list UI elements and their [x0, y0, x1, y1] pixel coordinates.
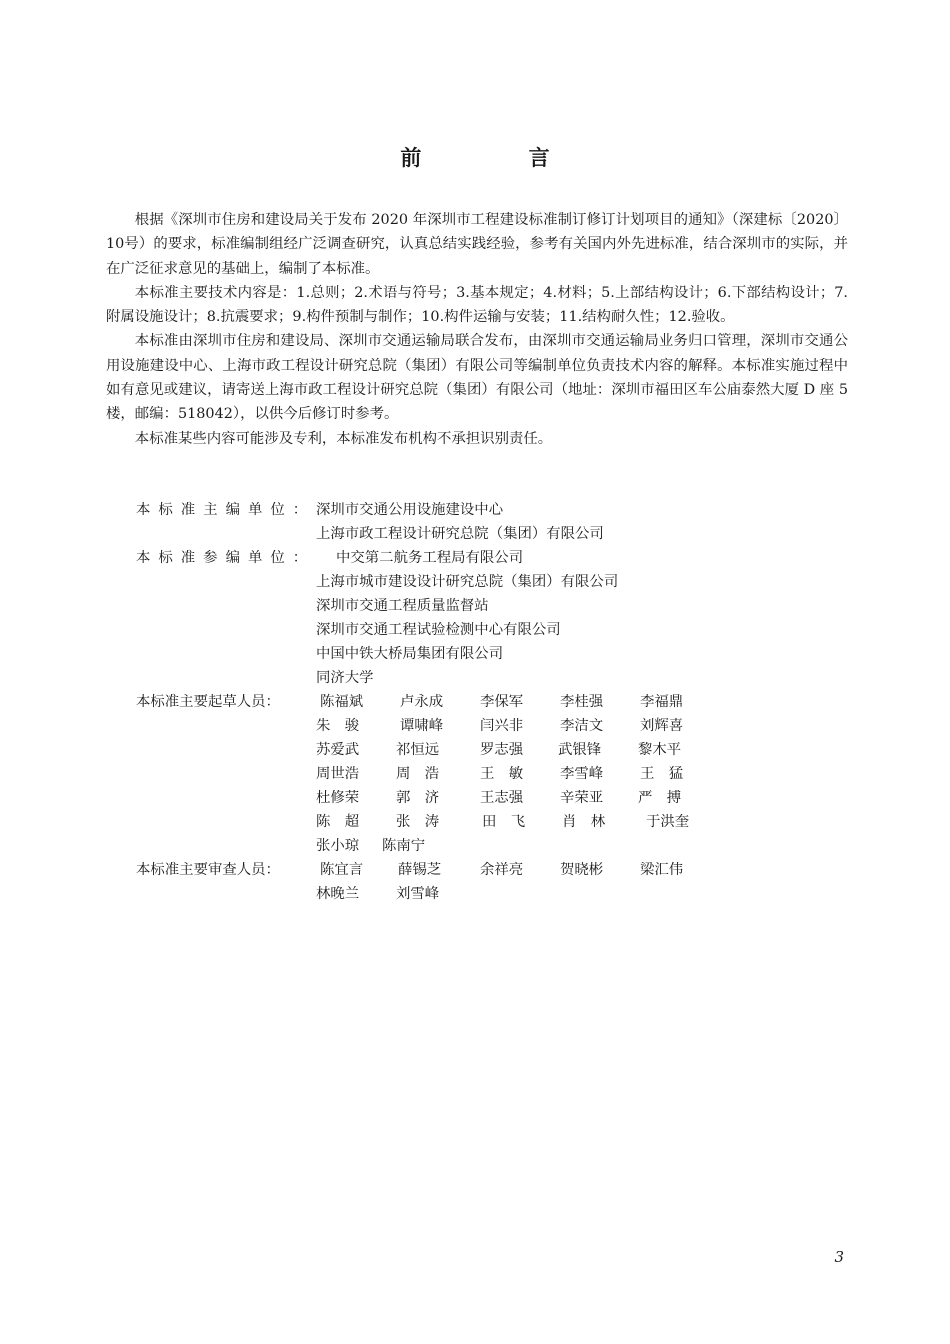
person-name: 田 飞 [482, 814, 526, 830]
participating-unit: 同济大学 [316, 670, 374, 686]
person-name: 郭 济 [396, 790, 440, 806]
person-name: 李洁文 [560, 718, 604, 734]
participating-unit: 深圳市交通工程试验检测中心有限公司 [316, 622, 561, 638]
person-name: 闫兴非 [480, 718, 524, 734]
chief-unit: 上海市政工程设计研究总院（集团）有限公司 [316, 526, 604, 542]
person-name: 王志强 [480, 790, 524, 806]
preface-body [106, 208, 848, 451]
paragraph-basis: 根据《深圳市住房和建设局关于发布 2020 年深圳市工程建设标准制订修订计划项目的通知》（深建标〔2020〕10号）的要求，标准编制组经广泛调查研究，认真总结实践经验，参考有关国内外先进标准，结合深圳市的实际，并在广泛征求意见的基础上，编制了本标准。 [106, 212, 848, 277]
person-name: 王 猛 [640, 766, 684, 782]
person-name: 余祥亮 [480, 862, 524, 878]
drafters-label: 本标准主要起草人员： [136, 694, 280, 710]
chief-units-label: 本标准主编单位： [136, 502, 316, 518]
person-name: 朱 骏 [316, 718, 360, 734]
person-name: 陈福斌 [320, 694, 364, 710]
person-name: 周世浩 [316, 766, 360, 782]
person-name: 陈宜言 [320, 862, 364, 878]
person-name: 李雪峰 [560, 766, 604, 782]
person-name: 罗志强 [480, 742, 524, 758]
person-name: 梁汇伟 [640, 862, 684, 878]
person-name: 李桂强 [560, 694, 604, 710]
person-name: 于洪奎 [646, 814, 690, 830]
person-name: 刘雪峰 [396, 886, 440, 902]
person-name: 杜修荣 [316, 790, 360, 806]
chief-unit: 深圳市交通公用设施建设中心 [316, 502, 504, 518]
person-name: 李福鼎 [640, 694, 684, 710]
person-name: 王 敏 [480, 766, 524, 782]
page-number: 3 [834, 1248, 844, 1266]
person-name: 苏爱武 [316, 742, 360, 758]
person-name: 陈南宁 [382, 838, 426, 854]
participating-unit: 中交第二航务工程局有限公司 [336, 550, 524, 566]
person-name: 祁恒远 [396, 742, 440, 758]
paragraph-patent: 本标准某些内容可能涉及专利，本标准发布机构不承担识别责任。 [134, 430, 553, 447]
person-name: 刘辉喜 [640, 718, 684, 734]
person-name: 李保军 [480, 694, 524, 710]
person-name: 薛锡芝 [398, 862, 442, 878]
person-name: 卢永成 [400, 694, 444, 710]
paragraph-management: 本标准由深圳市住房和建设局、深圳市交通运输局联合发布，由深圳市交通运输局业务归口管理，深圳市交通公用设施建设中心、上海市政工程设计研究总院（集团）有限公司等编制单位负责技术内容的解释。本标准实施过程中如有意见或建议，请寄送上海市政工程设计研究总院（集团）有限公司（地址：深圳市福田区车公庙泰然大厦 D 座 5 楼，邮编：518042），以供今后修订时参考。 [106, 333, 848, 423]
person-name: 张 涛 [396, 814, 440, 830]
person-name: 周 浩 [396, 766, 440, 782]
person-name: 谭啸峰 [400, 718, 444, 734]
paragraph-contents: 本标准主要技术内容是：1.总则；2.术语与符号；3.基本规定；4.材料；5.上部结构设计；6.下部结构设计；7.附属设施设计；8.抗震要求；9.构件预制与制作；10.构件运输与安装；11.结构耐久性；12.验收。 [106, 284, 848, 326]
participating-unit: 深圳市交通工程质量监督站 [316, 598, 489, 614]
person-name: 张小琼 [316, 838, 360, 854]
reviewers-label: 本标准主要审查人员： [136, 862, 280, 878]
person-name: 陈 超 [316, 814, 360, 830]
person-name: 武银锋 [558, 742, 602, 758]
person-name: 肖 林 [562, 814, 606, 830]
page-title: 前 言 [400, 146, 600, 170]
person-name: 林晚兰 [316, 886, 360, 902]
participating-unit: 上海市城市建设设计研究总院（集团）有限公司 [316, 574, 619, 590]
participating-units-label: 本标准参编单位： [136, 550, 316, 566]
person-name: 黎木平 [638, 742, 682, 758]
person-name: 辛荣亚 [560, 790, 604, 806]
person-name: 严 搏 [638, 790, 682, 806]
person-name: 贺晓彬 [560, 862, 604, 878]
participating-unit: 中国中铁大桥局集团有限公司 [316, 646, 504, 662]
